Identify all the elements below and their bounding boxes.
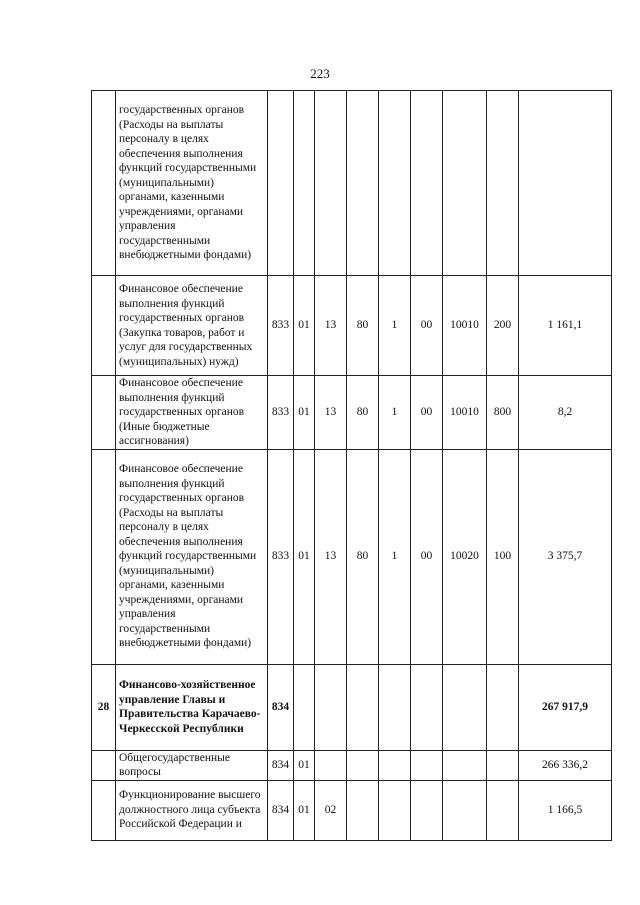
section-code (294, 664, 315, 750)
dept-code: 834 (268, 780, 294, 840)
amount: 266 336,2 (519, 750, 612, 780)
direction-code (443, 91, 487, 276)
program-code: 80 (347, 276, 379, 376)
dept-code: 834 (268, 664, 294, 750)
program-code (347, 91, 379, 276)
row-name: Общегосударственные вопросы (116, 750, 268, 780)
direction-code (443, 664, 487, 750)
section-code (294, 91, 315, 276)
subprogram-code (379, 750, 411, 780)
direction-code (443, 750, 487, 780)
section-code: 01 (294, 780, 315, 840)
subprogram-code: 1 (379, 449, 411, 664)
event-code: 00 (411, 276, 443, 376)
dept-code: 833 (268, 276, 294, 376)
event-code (411, 91, 443, 276)
direction-code: 10020 (443, 449, 487, 664)
expense-type-code: 200 (487, 276, 519, 376)
row-number (92, 750, 116, 780)
row-number: 28 (92, 664, 116, 750)
table-row (92, 750, 612, 780)
row-name: Функционирование высшего должностного лица субъекта Российской Федерации и (116, 780, 268, 840)
subprogram-code (379, 780, 411, 840)
event-code (411, 664, 443, 750)
table-row (92, 664, 612, 750)
program-code: 80 (347, 449, 379, 664)
row-number (92, 449, 116, 664)
program-code (347, 664, 379, 750)
row-number (92, 780, 116, 840)
subsection-code (315, 664, 347, 750)
row-name: Финансово-хозяйственное управление Главы и Правительства Карачаево-Черкесской Республики (116, 664, 268, 750)
amount: 1 166,5 (519, 780, 612, 840)
table-row (92, 91, 612, 276)
row-number (92, 91, 116, 276)
table-row (92, 780, 612, 840)
row-number (92, 276, 116, 376)
budget-table (91, 90, 612, 841)
amount (519, 91, 612, 276)
subsection-code: 13 (315, 376, 347, 450)
program-code (347, 750, 379, 780)
expense-type-code (487, 750, 519, 780)
row-name: государственных органов (Расходы на выплаты персоналу в целях обеспечения выполнения функций государственными (муниципальными) органами, казенными учреждениями, органами управления государственными внебюджетными фондами) (116, 91, 268, 276)
table-row (92, 276, 612, 376)
subprogram-code: 1 (379, 276, 411, 376)
subsection-code: 13 (315, 276, 347, 376)
section-code: 01 (294, 276, 315, 376)
amount: 3 375,7 (519, 449, 612, 664)
page-number-text: 223 (310, 66, 330, 81)
subprogram-code: 1 (379, 376, 411, 450)
amount: 8,2 (519, 376, 612, 450)
subprogram-code (379, 91, 411, 276)
row-name: Финансовое обеспечение выполнения функций государственных органов (Иные бюджетные ассигнования) (116, 376, 268, 450)
expense-type-code (487, 780, 519, 840)
subprogram-code (379, 664, 411, 750)
expense-type-code: 100 (487, 449, 519, 664)
program-code (347, 780, 379, 840)
section-code: 01 (294, 750, 315, 780)
table-row (92, 449, 612, 664)
expense-type-code: 800 (487, 376, 519, 450)
amount: 1 161,1 (519, 276, 612, 376)
dept-code: 834 (268, 750, 294, 780)
subsection-code (315, 91, 347, 276)
expense-type-code (487, 664, 519, 750)
event-code: 00 (411, 449, 443, 664)
event-code (411, 780, 443, 840)
program-code: 80 (347, 376, 379, 450)
page-number (0, 66, 640, 82)
dept-code (268, 91, 294, 276)
table-row (92, 376, 612, 450)
section-code: 01 (294, 449, 315, 664)
subsection-code: 02 (315, 780, 347, 840)
row-name: Финансовое обеспечение выполнения функций государственных органов (Закупка товаров, работ и услуг для государственных (муниципальных) нужд) (116, 276, 268, 376)
row-name: Финансовое обеспечение выполнения функций государственных органов (Расходы на выплаты персоналу в целях обеспечения выполнения функций государственными (муниципальными) органами, казенными учреждениями, органами управления государственными внебюджетными фондами) (116, 449, 268, 664)
dept-code: 833 (268, 449, 294, 664)
direction-code: 10010 (443, 376, 487, 450)
subsection-code (315, 750, 347, 780)
dept-code: 833 (268, 376, 294, 450)
amount: 267 917,9 (519, 664, 612, 750)
row-number (92, 376, 116, 450)
event-code (411, 750, 443, 780)
event-code: 00 (411, 376, 443, 450)
direction-code (443, 780, 487, 840)
subsection-code: 13 (315, 449, 347, 664)
expense-type-code (487, 91, 519, 276)
section-code: 01 (294, 376, 315, 450)
direction-code: 10010 (443, 276, 487, 376)
